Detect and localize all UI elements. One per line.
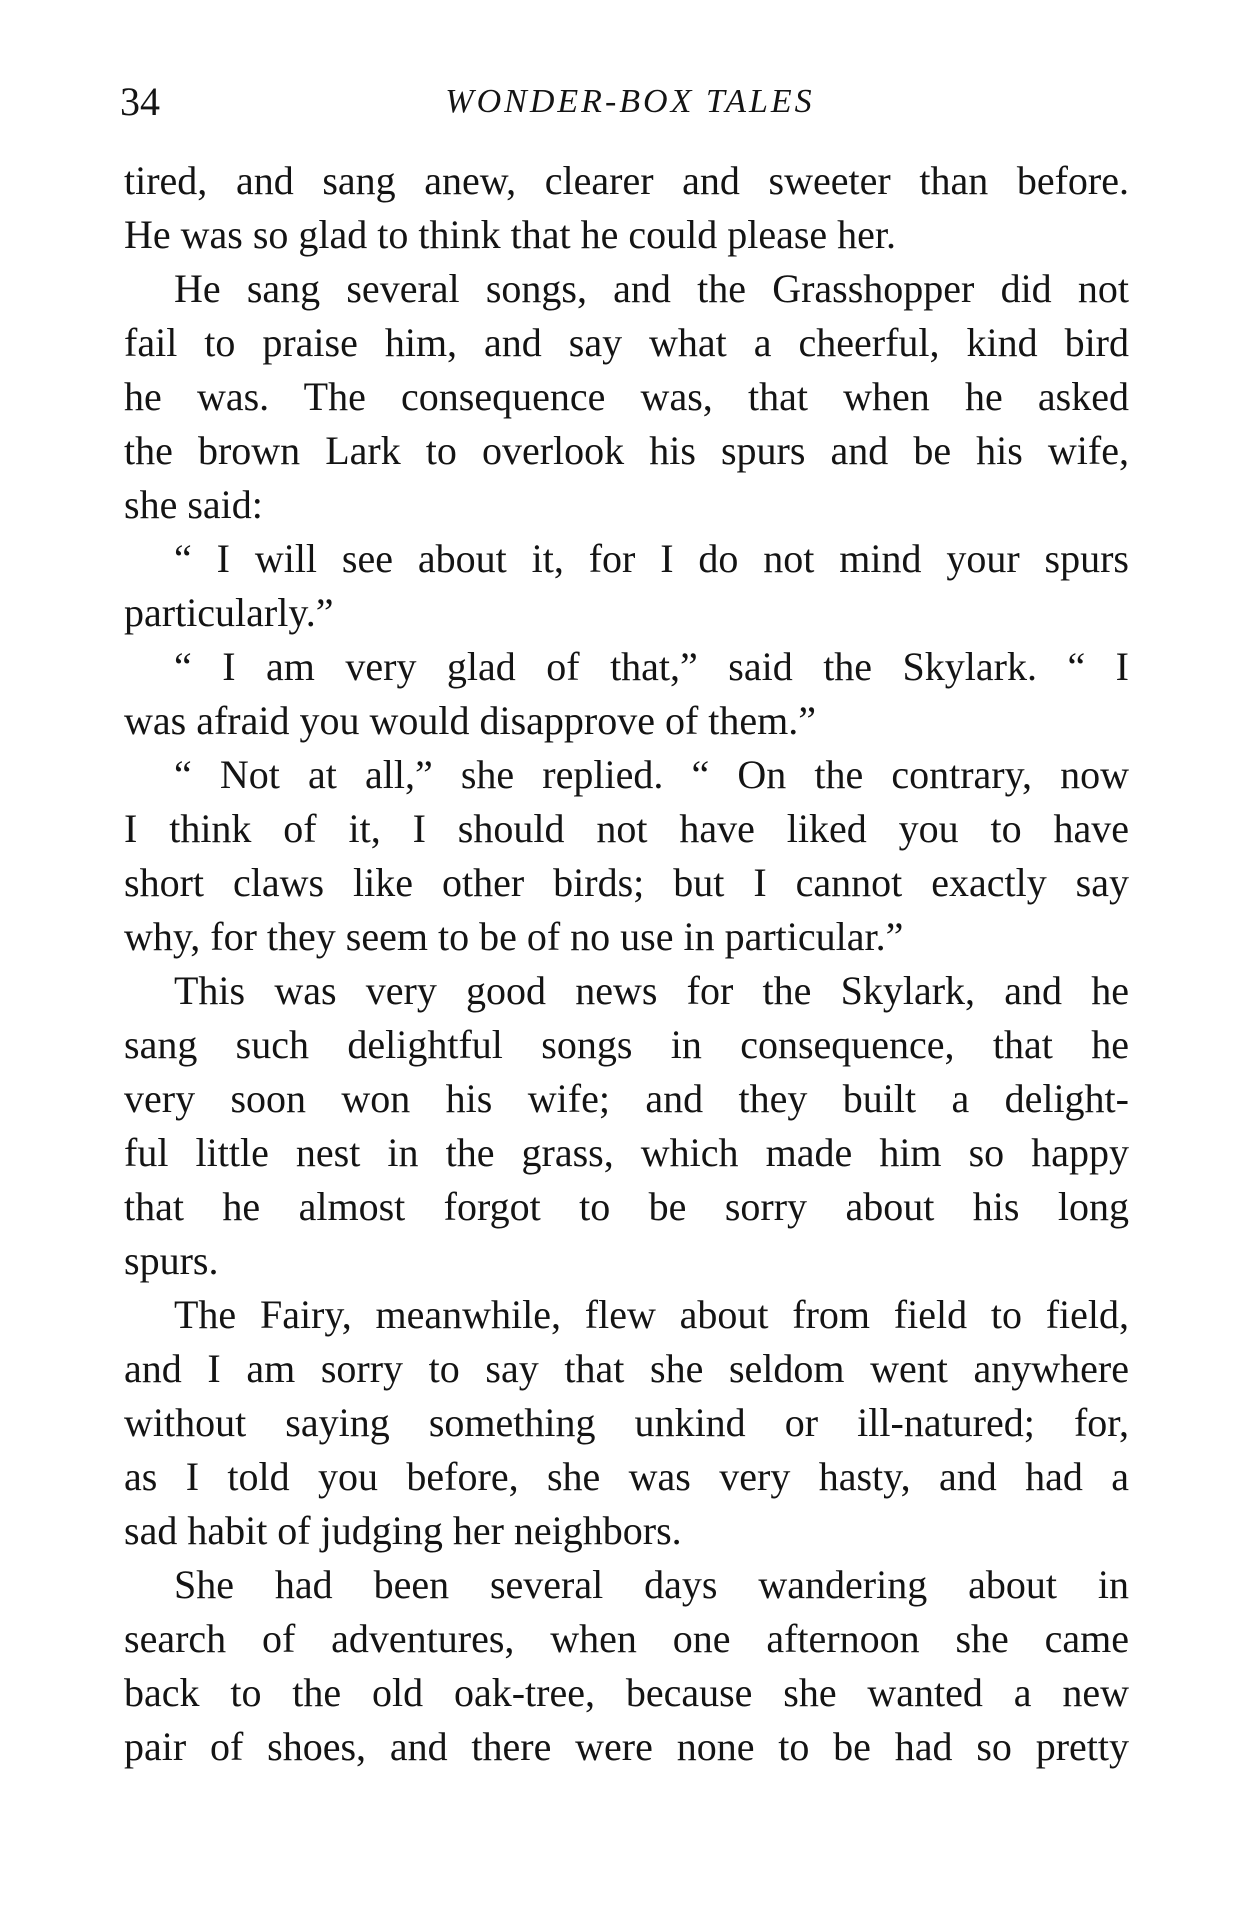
text-line: and I am sorry to say that she seldom went anywhere — [124, 1346, 1129, 1391]
text-line: that he almost forgot to be sorry about his long — [124, 1184, 1129, 1229]
text-line: was afraid you would disapprove of them.” — [124, 698, 817, 743]
text-line: very soon won his wife; and they built a delight- — [124, 1076, 1129, 1121]
text-line: without saying something unkind or ill-natured; for, — [124, 1400, 1129, 1445]
text-line: The Fairy, meanwhile, flew about from field to field, — [174, 1292, 1129, 1337]
text-line: “ I am very glad of that,” said the Skylark. “ I — [174, 644, 1129, 689]
text-line: sang such delightful songs in consequence, that he — [124, 1022, 1129, 1067]
running-title: WONDER-BOX TALES — [445, 83, 815, 120]
text-line: fail to praise him, and say what a cheerful, kind bird — [124, 320, 1129, 365]
text-line: “ Not at all,” she replied. “ On the contrary, now — [174, 752, 1129, 797]
page-number: 34 — [120, 79, 160, 124]
running-head — [120, 72, 1130, 132]
text-line: ful little nest in the grass, which made him so happy — [124, 1130, 1129, 1175]
body-text — [124, 154, 1129, 1774]
text-line: sad habit of judging her neighbors. — [124, 1508, 682, 1553]
text-line: pair of shoes, and there were none to be had so pretty — [124, 1724, 1129, 1769]
text-line: back to the old oak-tree, because she wanted a new — [124, 1670, 1129, 1715]
text-line: she said: — [124, 482, 263, 527]
text-line: he was. The consequence was, that when he asked — [124, 374, 1129, 419]
text-line: search of adventures, when one afternoon she came — [124, 1616, 1129, 1661]
text-line: This was very good news for the Skylark, and he — [174, 968, 1129, 1013]
text-line: particularly.” — [124, 590, 334, 635]
text-line: “ I will see about it, for I do not mind your spurs — [174, 536, 1129, 581]
text-line: why, for they seem to be of no use in particular.” — [124, 914, 904, 959]
text-line: I think of it, I should not have liked you to have — [124, 806, 1129, 851]
text-line: as I told you before, she was very hasty, and had a — [124, 1454, 1129, 1499]
text-line: tired, and sang anew, clearer and sweeter than before. — [124, 158, 1129, 203]
text-line: She had been several days wandering about in — [174, 1562, 1129, 1607]
text-line: He was so glad to think that he could please her. — [124, 212, 897, 257]
text-line: short claws like other birds; but I cannot exactly say — [124, 860, 1129, 905]
text-line: He sang several songs, and the Grasshopper did not — [174, 266, 1129, 311]
text-line: spurs. — [124, 1238, 219, 1283]
text-line: the brown Lark to overlook his spurs and be his wife, — [124, 428, 1129, 473]
